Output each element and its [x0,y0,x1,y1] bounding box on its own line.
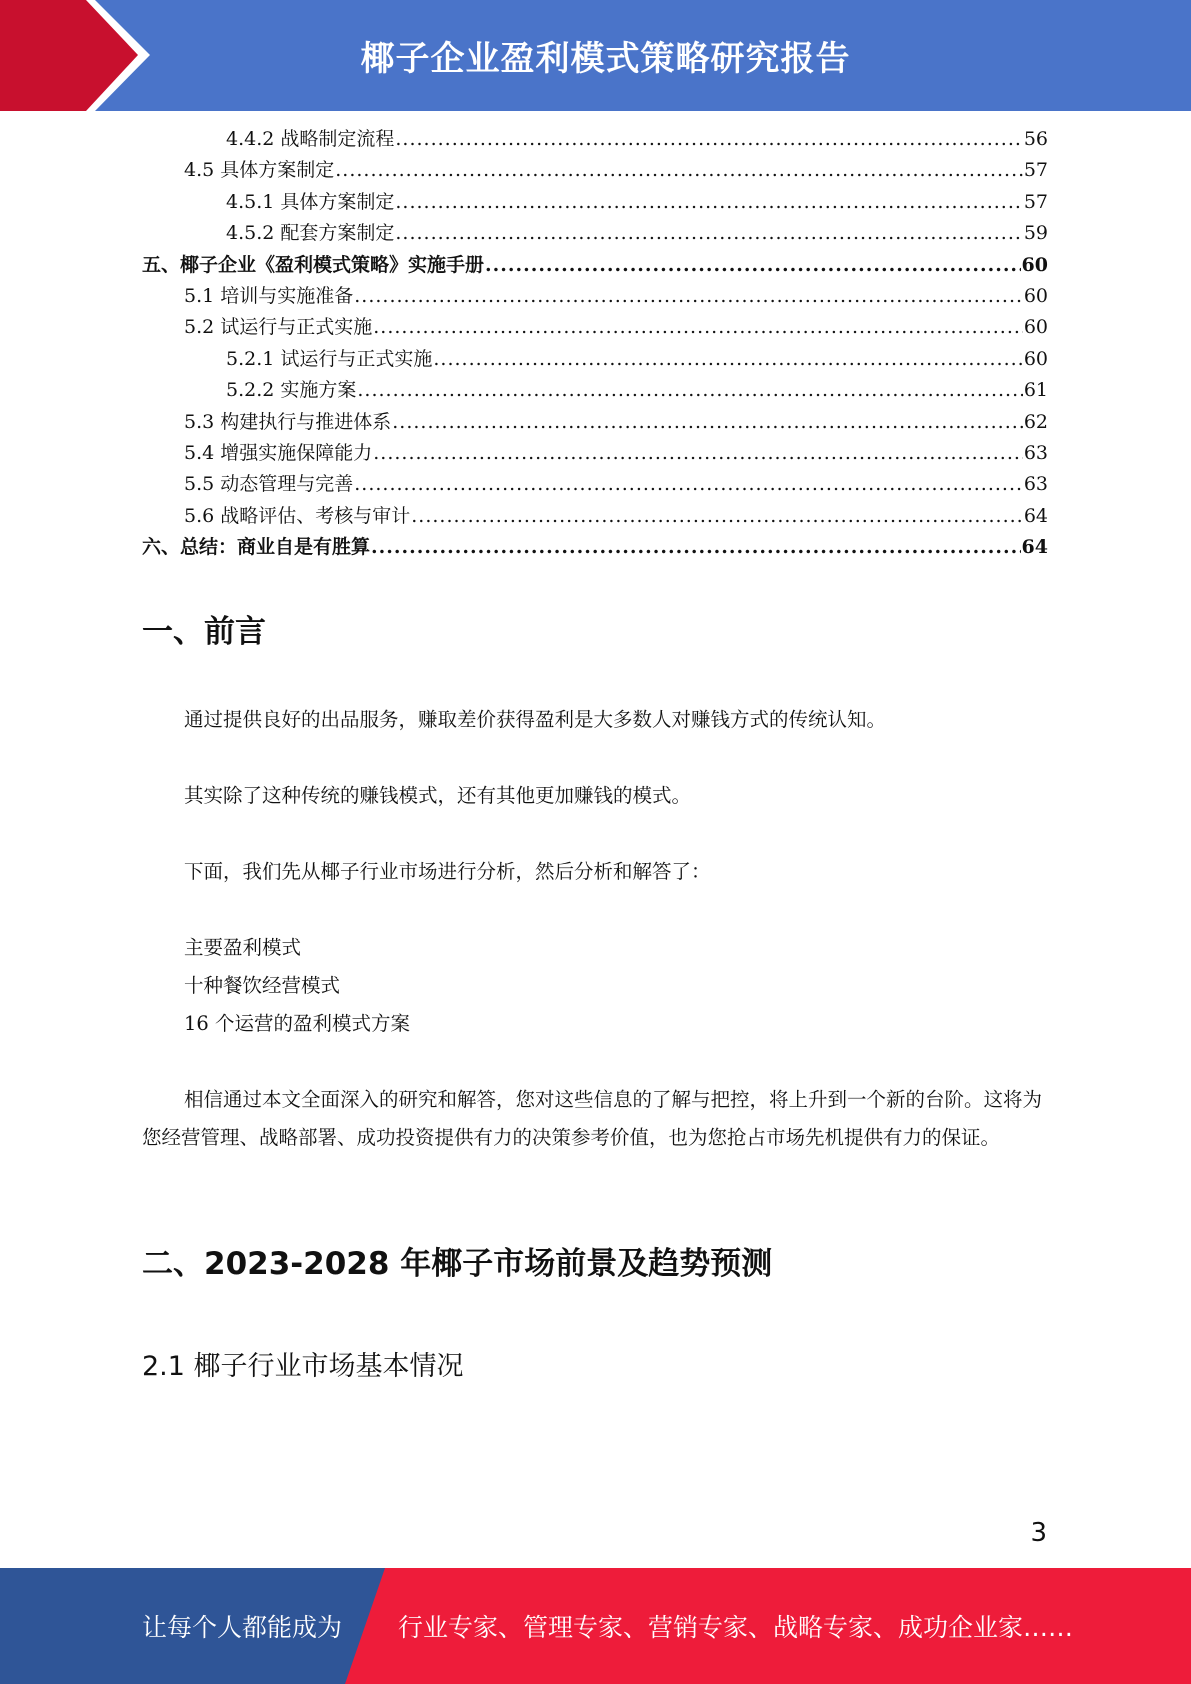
toc-leader-dots [485,250,1021,281]
toc-leader-dots [395,218,1022,249]
toc-leader-dots [395,124,1022,155]
toc-entry-page: 57 [1023,159,1048,182]
toc-entry-label: 5.4 增强实施保障能力 [184,441,373,464]
toc-entry-label: 4.5.1 具体方案制定 [226,190,395,213]
toc-entry[interactable] [142,281,1048,312]
page-header [0,0,1191,111]
paragraph: 相信通过本文全面深入的研究和解答，您对这些信息的了解与把控，将上升到一个新的台阶。这将为您经营管理、战略部署、成功投资提供有力的决策参考价值，也为您抢占市场先机提供有力的保证。 [142,1088,1043,1149]
toc-entry-page: 57 [1023,190,1048,213]
toc-entry[interactable] [142,155,1048,186]
toc-leader-dots [395,187,1022,218]
toc-entry[interactable] [142,250,1048,281]
paragraph: 下面，我们先从椰子行业市场进行分析，然后分析和解答了： [184,860,711,883]
toc-leader-dots [373,438,1023,469]
toc-leader-dots [433,344,1022,375]
toc-leader-dots [373,312,1023,343]
toc-entry[interactable] [142,501,1048,532]
list-item: 16 个运营的盈利模式方案 [184,1012,411,1035]
toc-entry-page: 64 [1023,504,1048,527]
toc-entry-label: 5.2.1 试运行与正式实施 [226,347,433,370]
report-title: 椰子企业盈利模式策略研究报告 [360,39,851,79]
toc-entry[interactable] [142,532,1048,563]
list-item: 主要盈利模式 [184,936,302,959]
toc-entry-label: 5.3 构建执行与推进体系 [184,410,392,433]
toc-entry-label: 4.4.2 战略制定流程 [226,128,395,150]
toc-entry-label: 5.1 培训与实施准备 [184,284,354,307]
toc-entry-page: 56 [1023,128,1048,150]
toc-leader-dots [371,532,1021,563]
toc-leader-dots [392,407,1023,438]
footer-slogan-right: 行业专家、管理专家、营销专家、战略专家、成功企业家…… [398,1613,1074,1642]
footer-slogan-left: 让每个人都能成为 [142,1613,343,1642]
toc-entry[interactable] [142,438,1048,469]
toc-entry-label: 六、总结：商业自是有胜算 [142,536,371,559]
toc-entry-page: 60 [1023,347,1048,370]
paragraph: 其实除了这种传统的赚钱模式，还有其他更加赚钱的模式。 [184,784,692,807]
toc-entry-label: 5.6 战略评估、考核与审计 [184,504,411,527]
toc-leader-dots [354,281,1023,312]
toc-entry-page: 62 [1023,410,1048,433]
toc-leader-dots [411,501,1023,532]
toc-entry-page: 60 [1021,253,1048,276]
list-item: 十种餐饮经营模式 [184,974,341,997]
toc-entry-page: 60 [1023,316,1048,339]
toc-leader-dots [354,469,1023,500]
toc-entry-page: 59 [1023,222,1048,245]
toc-entry[interactable] [142,218,1048,249]
toc-entry[interactable] [142,375,1048,406]
table-of-contents [142,124,1048,563]
toc-entry-label: 5.2 试运行与正式实施 [184,316,373,339]
toc-entry-page: 63 [1023,441,1048,464]
toc-entry[interactable] [142,187,1048,218]
page-footer [0,1568,1191,1684]
toc-entry-page: 60 [1023,284,1048,307]
toc-entry[interactable] [142,407,1048,438]
toc-entry-label: 4.5 具体方案制定 [184,159,335,182]
toc-entry-page: 61 [1023,379,1048,402]
toc-entry-label: 五、椰子企业《盈利模式策略》实施手册 [142,253,485,276]
subsection-heading: 2.1 椰子行业市场基本情况 [142,1351,464,1382]
toc-entry-label: 5.5 动态管理与完善 [184,473,354,496]
paragraph: 通过提供良好的出品服务，赚取差价获得盈利是大多数人对赚钱方式的传统认知。 [184,708,887,731]
toc-leader-dots [335,155,1023,186]
toc-entry-page: 64 [1021,536,1048,559]
toc-entry[interactable] [142,124,1048,155]
toc-entry-label: 4.5.2 配套方案制定 [226,222,395,245]
toc-entry-page: 63 [1023,473,1048,496]
page-number: 3 [1030,1518,1047,1548]
toc-entry-label: 5.2.2 实施方案 [226,379,357,402]
toc-leader-dots [357,375,1022,406]
section-heading-preface: 一、前言 [142,614,266,650]
toc-entry[interactable] [142,344,1048,375]
section-heading-market: 二、2023-2028 年椰子市场前景及趋势预测 [142,1246,773,1282]
toc-entry[interactable] [142,312,1048,343]
toc-entry[interactable] [142,469,1048,500]
